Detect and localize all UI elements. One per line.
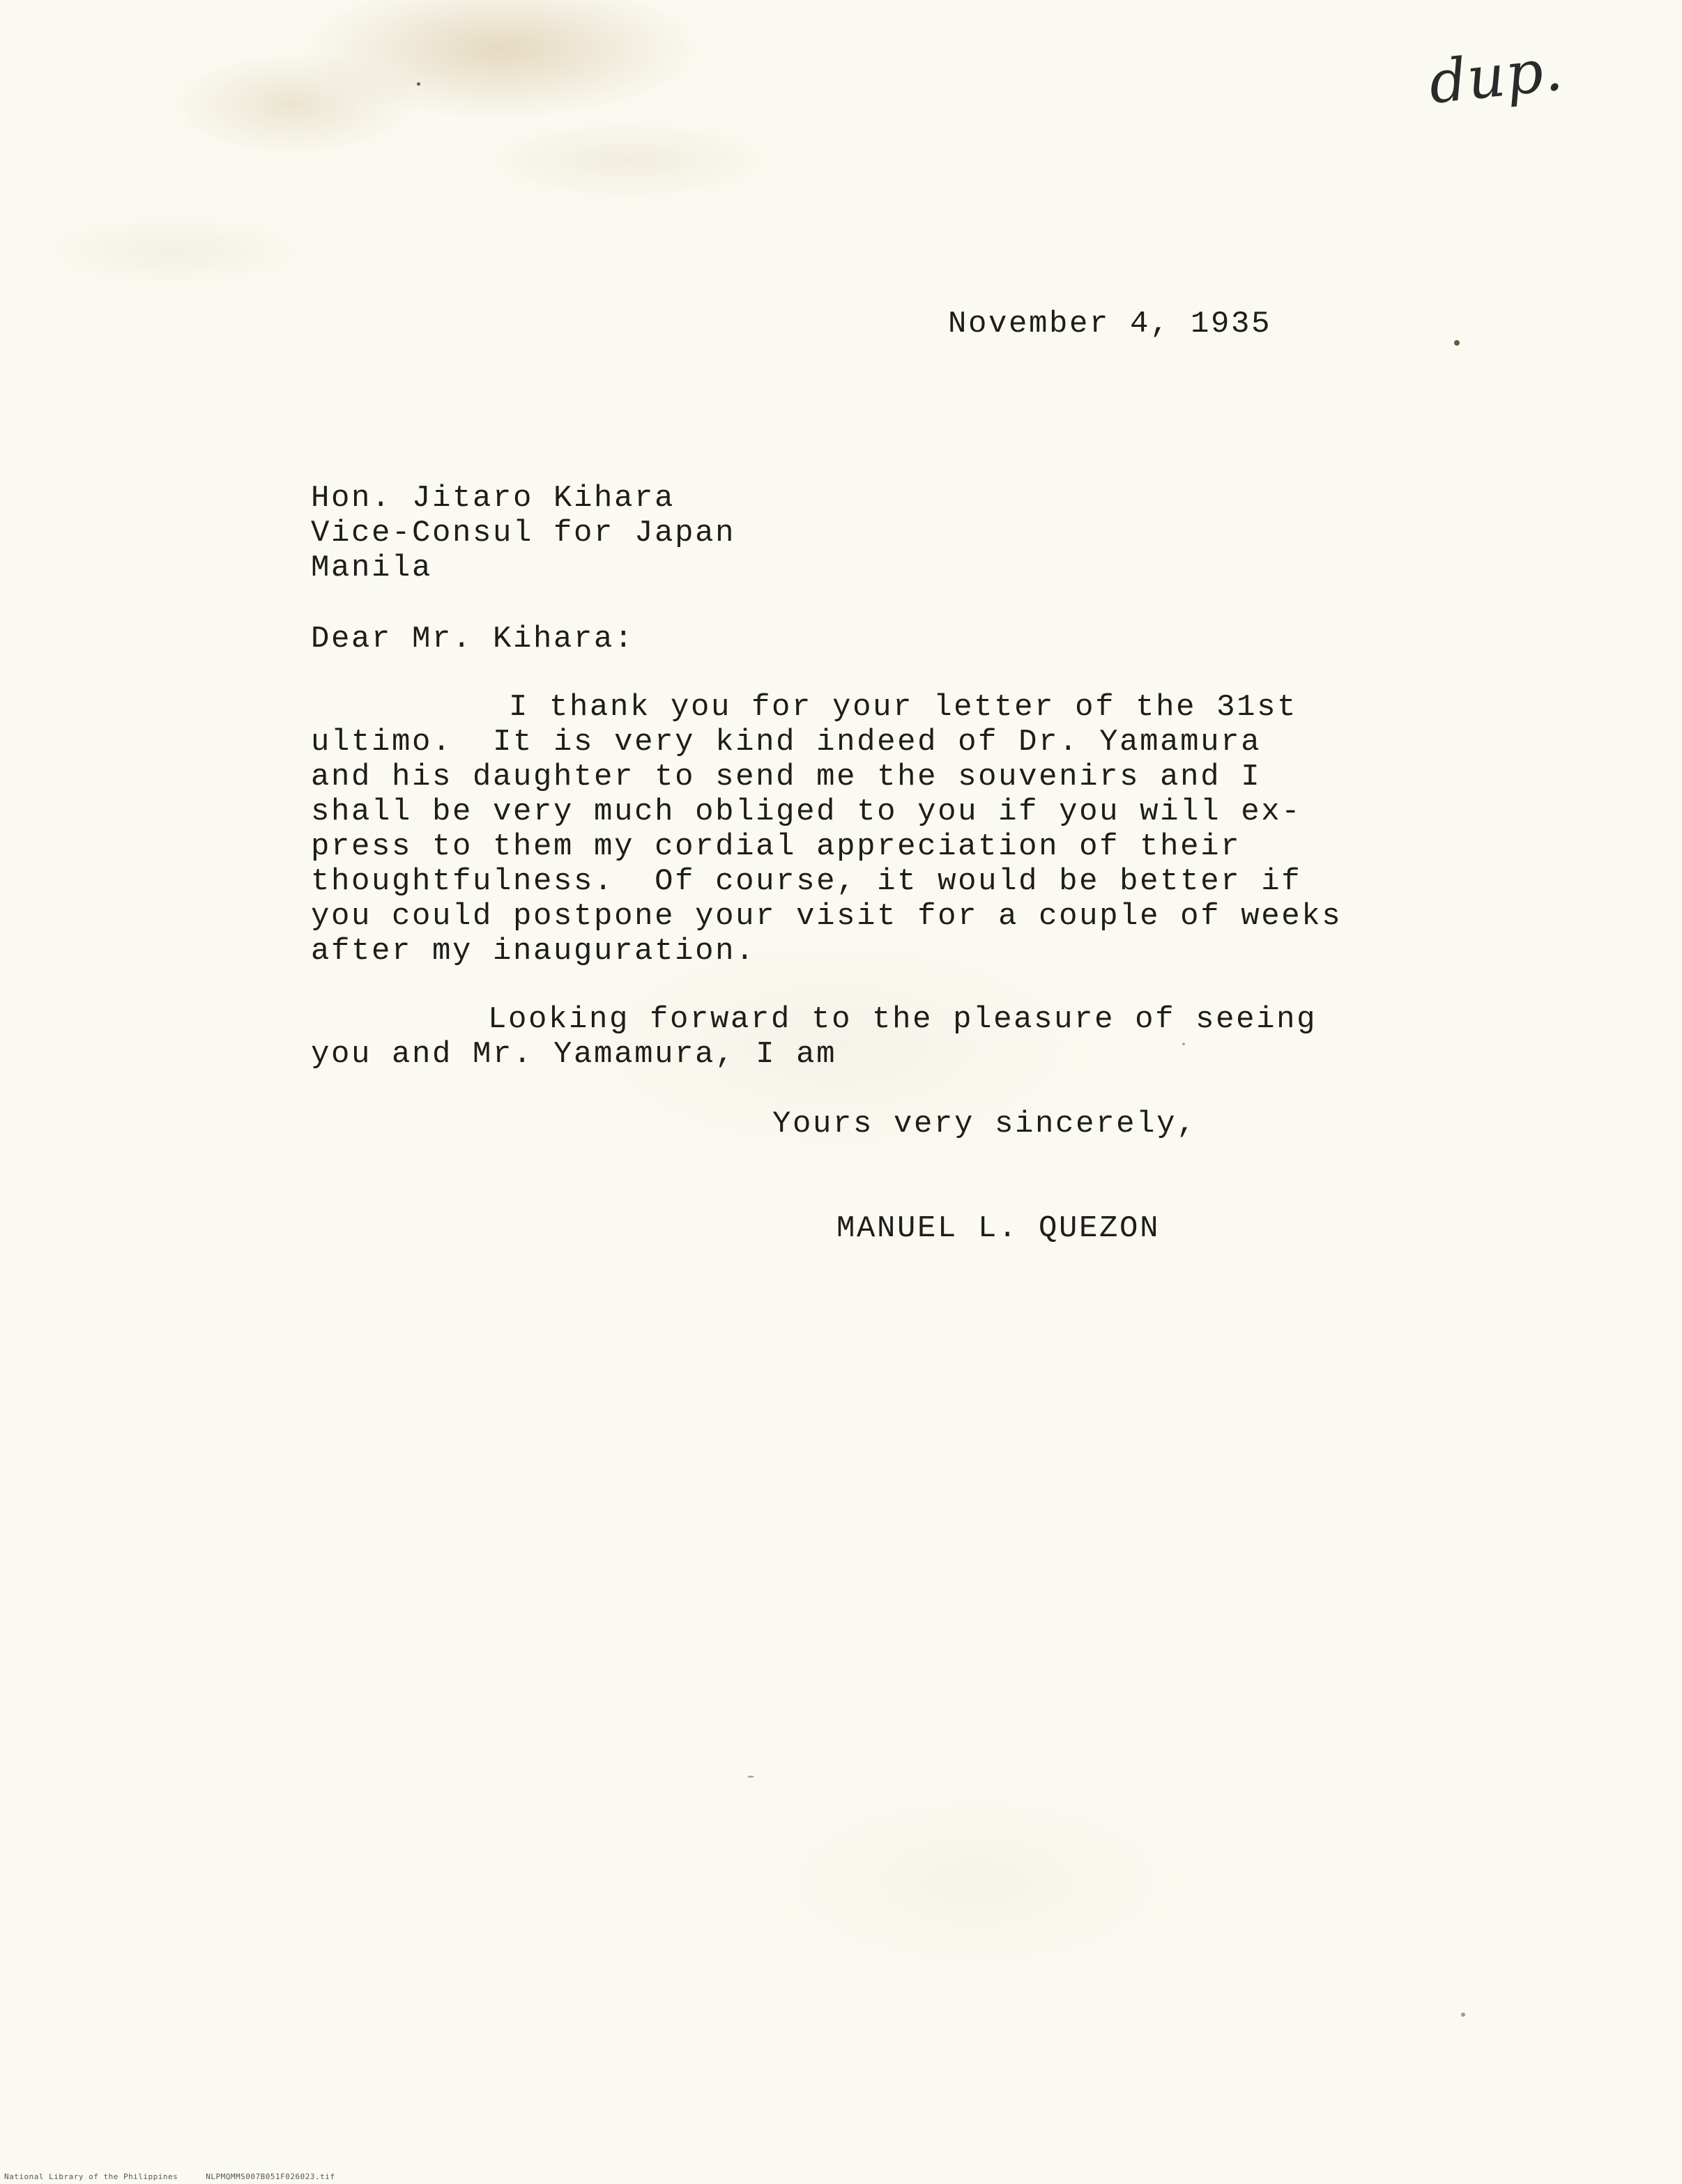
paper-speck [417,82,420,86]
paper-speck [1461,2013,1465,2017]
recipient-name: Hon. Jitaro Kihara [311,481,675,516]
recipient-title: Vice-Consul for Japan [311,516,736,551]
body-line: after my inauguration. [311,934,756,969]
signature-name: MANUEL L. QUEZON [836,1211,1161,1246]
paper-speck [747,1776,754,1778]
body-line: shall be very much obliged to you if you will ex- [311,794,1302,829]
body-line: Looking forward to the pleasure of seeing [488,1002,1317,1037]
letter-date: November 4, 1935 [948,307,1272,341]
recipient-city: Manila [311,551,433,585]
body-line: press to them my cordial appreciation of their [311,829,1241,864]
footer-filename: NLPMQMMS007B051F026023.tif [206,2171,335,2181]
scan-footer [0,2169,1682,2184]
body-line: and his daughter to send me the souvenirs and I [311,760,1262,794]
body-line: I thank you for your letter of the 31st [509,690,1298,725]
handwritten-annotation: dup. [1425,35,1566,117]
body-line: ultimo. It is very kind indeed of Dr. Yamamura [311,725,1262,760]
body-line: you and Mr. Yamamura, I am [311,1037,837,1072]
body-line: thoughtfulness. Of course, it would be better if [311,864,1302,899]
salutation: Dear Mr. Kihara: [311,622,635,656]
body-line: you could postpone your visit for a couple of weeks [311,899,1343,934]
footer-source: National Library of the Philippines [4,2171,178,2181]
paper-speck [1182,1043,1185,1045]
complimentary-closing: Yours very sincerely, [772,1107,1198,1141]
paper-speck [1454,340,1460,346]
